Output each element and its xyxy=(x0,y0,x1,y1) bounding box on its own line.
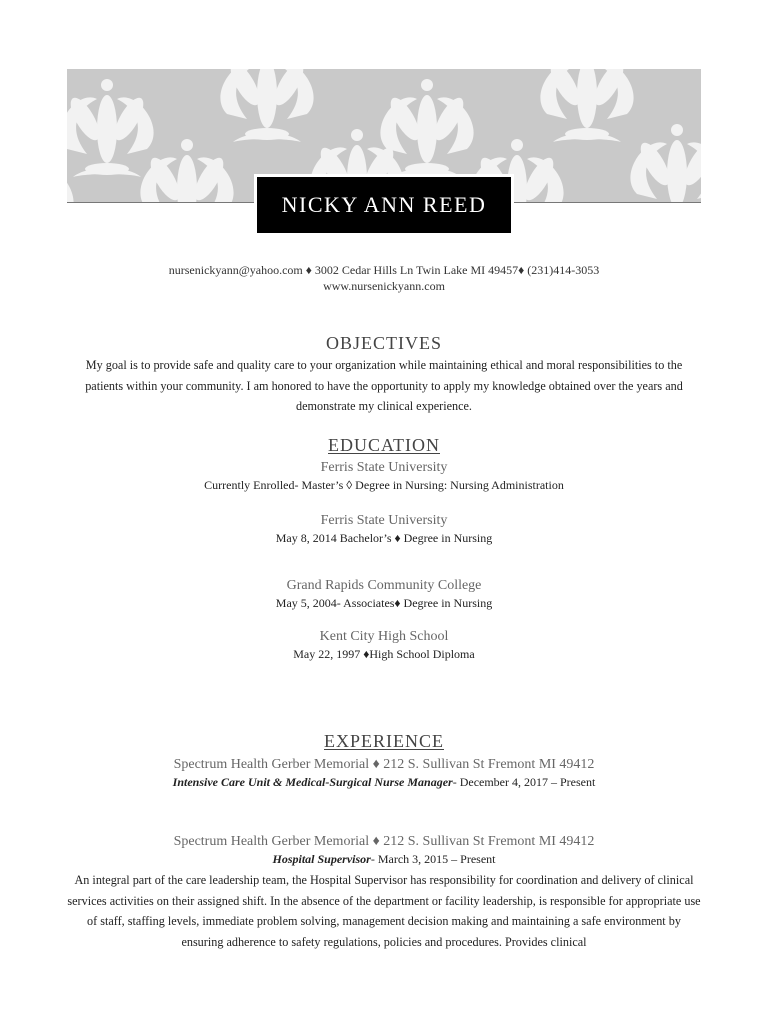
education-detail: May 5, 2004- Associates♦ Degree in Nursing xyxy=(275,596,493,610)
objectives-text: My goal is to provide safe and quality care to your organization while maintaining ethical and moral responsibilities to the patients within your community. I am honored to have the opportunity to apply my knowledge obtained over the years and demonstrate my clinical experience. xyxy=(85,358,683,413)
education-heading-text: EDUCATION xyxy=(328,435,440,455)
education-school: Ferris State University xyxy=(320,460,448,475)
education-detail: Currently Enrolled- Master’s ◊ Degree in Nursing: Nursing Administration xyxy=(204,478,564,492)
experience-description: An integral part of the care leadership team, the Hospital Supervisor has responsibility for coordination and delivery of clinical services activities on their assigned shift. In the absence of the department or facility leadership, is responsible for appropriate use of staff, staffing levels, immediate problem solving, management decision making and maintaining a safe environment by ensuring adherence to safety regulations, policies and procedures. Provides clinical xyxy=(67,873,701,949)
experience-employer: Spectrum Health Gerber Memorial ♦ 212 S. Sullivan St Fremont MI 49412 xyxy=(173,757,595,772)
experience-dates: - March 3, 2015 – Present xyxy=(370,852,496,866)
education-school: Grand Rapids Community College xyxy=(286,578,482,593)
experience-role-line xyxy=(0,852,768,867)
education-school: Kent City High School xyxy=(319,629,449,644)
experience-dates: - December 4, 2017 – Present xyxy=(452,775,596,789)
website-link[interactable]: www.nursenickyann.com xyxy=(323,279,445,293)
objectives-heading: OBJECTIVES xyxy=(325,333,442,353)
experience-heading xyxy=(0,731,768,752)
experience-employer: Spectrum Health Gerber Memorial ♦ 212 S. Sullivan St Fremont MI 49412 xyxy=(173,834,595,849)
experience-heading-text: EXPERIENCE xyxy=(324,731,444,751)
experience-role: Intensive Care Unit & Medical-Surgical Nurse Manager xyxy=(172,775,453,789)
education-school: Ferris State University xyxy=(320,513,448,528)
experience-role-line xyxy=(0,775,768,790)
name-box xyxy=(254,174,514,236)
contact-line: nursenickyann@yahoo.com ♦ 3002 Cedar Hills Ln Twin Lake MI 49457♦ (231)414-3053 xyxy=(168,263,600,277)
experience-role: Hospital Supervisor xyxy=(272,852,371,866)
education-heading xyxy=(0,435,768,456)
education-detail: May 8, 2014 Bachelor’s ♦ Degree in Nursing xyxy=(275,531,493,545)
education-detail: May 22, 1997 ♦High School Diploma xyxy=(293,647,475,661)
candidate-name: NICKY ANN REED xyxy=(257,177,511,233)
